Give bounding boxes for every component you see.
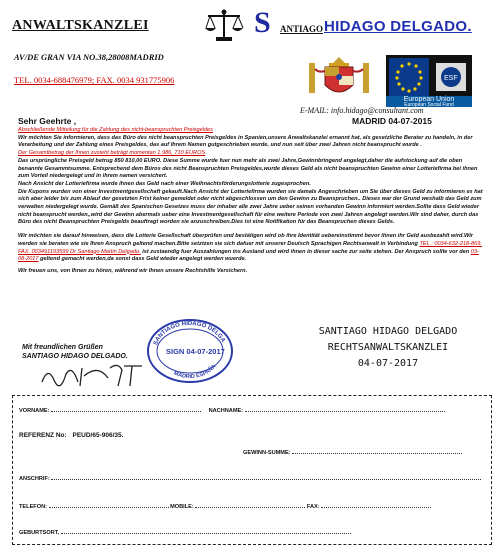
nachname-label: NACHNAME: [208,408,244,414]
firm-name: HIDAGO DELGADO. [324,18,472,35]
stamp-top-text: SANTIAGO HIDAGO DELGA [152,320,226,347]
letter-body [18,127,484,276]
salutation: Sehr Geehrte , [18,116,77,126]
svg-text:SANTIAGO HIDAGO DELGA [153,321,226,346]
closing-block [22,343,128,361]
contact-line: TEL : 0034-632-218-869. FAX. 003491193599 Dr Santiago Martin Delgado. [18,240,482,255]
signature-date: 04-07-2017 [357,358,419,369]
monogram-s: S [254,6,271,39]
nachname-field[interactable] [245,406,445,412]
paragraph-5-part-a: Wir möchten sie darauf hinweisen, dass die Lotterie Gesellschaft überprüfen und bestätigen wird ob ihre Identität uebereinstimmt bevor ihnen ihr Geld ausbezahlt wird.Wir werden sie beraten wie sie Ihren Anspruch geltend machen.Bitte setztzen sie sich dafuer mit unserer Deutsch Sprachigen Rechtsanwalt in Verbindung [18,233,473,247]
mobile-label: MOBILE: [170,504,194,510]
subject-line: Abschließende Mitteilung für die Zahlung des nicht-beanspruchten Preisgeldes [18,127,213,133]
closing-regards: Mit freundlichen Grüßen [22,344,103,351]
firm-telephone: TEL. 0034-688476979; FAX. 0034 931775906 [14,75,175,85]
scales-of-justice-icon [204,8,244,42]
paragraph-2: Das ursprüngliche Preisgeld betrug 850 810,00 EURO. Diese Summe wurde fuer nun mehr als zwei Jahre,Gewinnbringend angelegt,daher die aufstockung auf die oben benannte Gesammtsumme. Entsprechend dem Büros des nicht Beanspruchten Preisgeldes,wurde dieses Geld als nicht beanspruchten Gewinn einer Lotteriefirma bei ihnen zum Vorteil niedergelegt und in ihrem namen versichert. [18,157,478,180]
stamp-center-text: SIGN 04-07-2017 [166,347,225,356]
form-row-gewinn [243,448,462,456]
letter-date: MADRID 04-07-2015 [352,116,432,126]
signature-name: SANTIAGO HIDAGO DELGADO [318,326,458,337]
fax-field[interactable] [321,502,431,508]
firm-address: AV/DE GRAN VIA NO.38,28008MADRID [14,52,164,62]
eu-subtitle: European Social Fund [404,102,454,108]
anschrift-field[interactable] [51,474,481,480]
form-row-reference [19,432,123,439]
telefon-field[interactable] [49,502,169,508]
form-row-contact [19,502,431,510]
geburtsort-label: GEBURTSORT, [19,530,60,536]
gewinn-label: GEWINN-SUMME: [243,450,291,456]
letterhead [12,8,490,48]
paragraph-5 [18,233,484,264]
vorname-label: VORNAME: [19,408,50,414]
eu-title: European Union [403,96,455,103]
spanish-coat-of-arms-icon [307,55,371,101]
eu-flag-icon [386,55,472,99]
paragraph-6: Wir freuen uns, von Ihnen zu hören, während wir Ihnen unsere Rechtshilfe Versichern. [18,267,248,274]
referenz-label: REFERENZ No: [19,432,67,439]
deadline-date: 03-08-2017 [18,248,479,263]
fax-label: FAX: [306,504,320,510]
form-row-anschrift [19,474,481,482]
paragraph-3: Nach Ansicht der Lotteriefirma wurde ihnen das Geld nach einer Weihnachtsförderungslotterie zugesprochen. [18,180,311,187]
signature-firm: RECHTSANWALTSKANZLEI [327,342,449,353]
mobile-field[interactable] [195,502,305,508]
telefon-label: TELEFON: [19,504,47,510]
svg-text:ESF: ESF [444,75,458,82]
anschrift-label: ANSCHRIF: [19,476,50,482]
paragraph-1: Wir möchten Sie informieren, dass das Büro des nicht beanspruchten Preisgeldes in Spanien,unsere Anwaltskanzlei ernannt hat, als gesetzliche Berater zu handeln, in der Verarbeitung und der Zahlung eines Preisgeldes, das auf Ihrem Namen gutgeschrieben wurde, und nun seit über zwei Jahren nicht beansprucht wurde . [18,134,473,149]
official-stamp [146,318,234,384]
claim-form [12,395,492,545]
geburtsort-field[interactable] [61,528,351,534]
firm-name-prefix: ANTIAGO [280,24,324,34]
form-row-names [19,406,445,414]
signature-block [308,324,468,372]
gewinn-field[interactable] [292,448,462,454]
firm-title: ANWALTSKANZLEI [12,18,149,33]
vorname-field[interactable] [51,406,201,412]
stamp-bottom-text: MADRID ESPAÑA [172,363,218,381]
email-address: E-MAIL: info.hidago@consultant.com [300,106,424,115]
referenz-value: PEUD/65-906/35. [72,432,124,439]
handwritten-signature [38,360,148,390]
paragraph-4: Die Kupons wurden von einer Investmentgesellschaft gekauft.Nach Ansicht der Lotteriefirma wurden sie damals Angeschrieben um Sie über dieses Geld zu informieren es hat sich aber leider bis zum Ablauf der gesetzten Frist keiner gemeldet oder nicht abgeschlossen um den Gewinn zu Beanspruchen.. Dieses war der Grund weshalb das Geld zum verwalten niedergelegt wurde. Gemäß des Spanischen Gesetzes muss der inhaber alle zwei Jahre ueber seinen vorhanden Gewinn informiert werden.Sollte dass Geld wieder nicht beansprucht werden,,wird der Gewinn abermals ueber eine Investmentgesellschaft für eine weitere Periode von zwei Jahren angelegt werden.Wir sind daher, durch das Büro des nicht Beanspruchten Preisgelds beauftragt worden sie anzuschreiben.Dies ist eine Notifikation für das Beanspruchen dieses Gelds. [18,188,483,226]
closing-name: SANTIAGO HIDAGO DELGADO. [22,353,128,360]
form-row-geburtsort [19,528,351,536]
total-amount-line: Der Gesamtbetrag der Ihnen zusteht beträgt momentan 1.986, 710 EUROS [18,150,206,157]
paragraph-5-part-c: geltend gemacht werden,da sonst dass Geld wieder angelegt werden wuerde. [40,256,247,263]
paragraph-5-part-b: ist zustaendig fuer Auszahlungen ins Ausland und wird ihnen in dieser sache zur seite stehen. Der Anspruch sollte vor den [142,248,470,255]
